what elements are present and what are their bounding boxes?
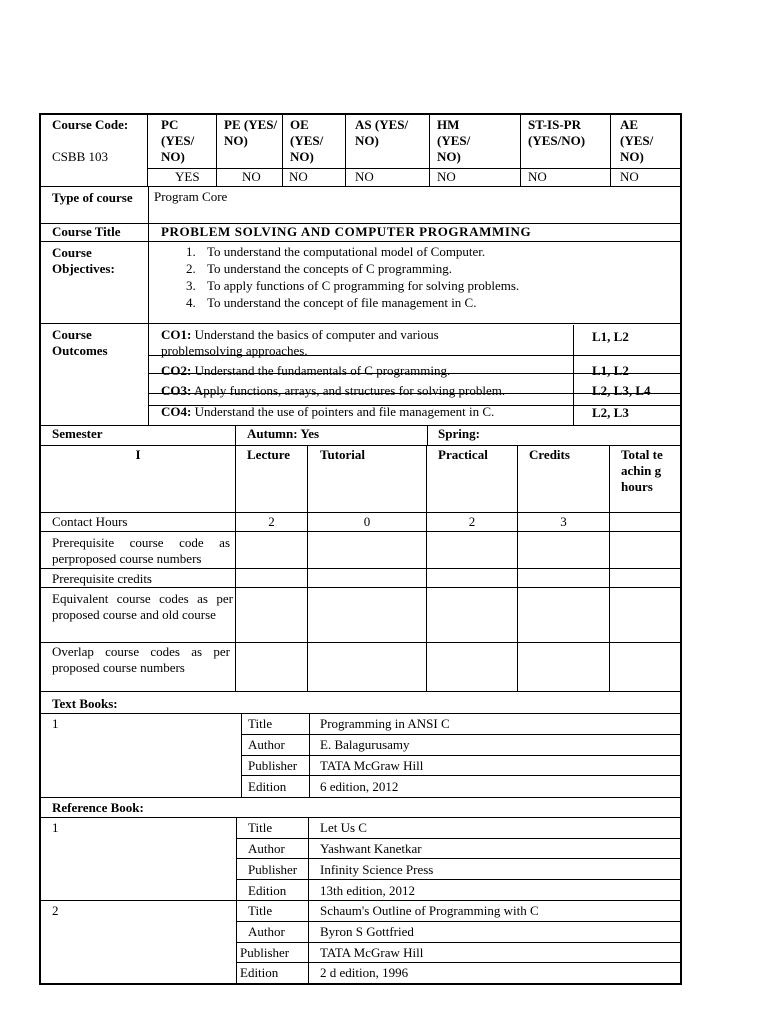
book-title-value: Programming in ANSI C: [320, 716, 450, 731]
book-publisher-value: TATA McGraw Hill: [320, 945, 424, 960]
semester-number: I: [135, 447, 141, 462]
outcome-code: CO2:: [161, 363, 192, 378]
column-header-total-teaching-hours: Total teachin g hours: [621, 447, 663, 494]
objective-item: To understand the concepts of C programming.: [207, 261, 452, 276]
outcome-co1: [161, 327, 491, 359]
outcome-co3: [161, 383, 505, 399]
list-item-number: 2.: [186, 261, 196, 276]
text-book-number: 1: [52, 716, 59, 731]
outcome-text: Understand the fundamentals of C programming.: [191, 363, 451, 378]
course-code-value: CSBB 103: [52, 149, 108, 164]
overlap-course-codes-label: Overlap course codes as per proposed course numbers: [52, 644, 230, 675]
book-title-value: Let Us C: [320, 820, 367, 835]
outcome-text: Understand the use of pointers and file management in C.: [191, 404, 495, 419]
list-item-number: 3.: [186, 278, 196, 293]
category-label-pc: PC (YES/ NO): [161, 117, 195, 164]
outcome-levels: L1, L2: [592, 329, 629, 344]
contact-hours-practical: 2: [468, 514, 476, 529]
category-label-st-is-pr: ST-IS-PR (YES/NO): [528, 117, 586, 148]
category-label-pe: PE (YES/ NO): [224, 117, 278, 148]
outcome-co4: [161, 404, 494, 420]
column-header-credits: Credits: [529, 447, 570, 462]
category-value-pe: NO: [242, 169, 261, 184]
category-value-oe: NO: [289, 169, 308, 184]
reference-books-label: Reference Book:: [52, 800, 144, 815]
contact-hours-tutorial: 0: [363, 514, 371, 529]
column-header-tutorial: Tutorial: [320, 447, 366, 462]
semester-autumn: Autumn: Yes: [247, 426, 320, 441]
book-field-label: Publisher: [248, 862, 298, 877]
category-label-ae: AE (YES/ NO): [620, 117, 654, 164]
category-value-pc: YES: [175, 169, 200, 184]
book-publisher-value: TATA McGraw Hill: [320, 758, 424, 773]
course-title-value: PROBLEM SOLVING AND COMPUTER PROGRAMMING: [161, 224, 532, 239]
book-field-label: Author: [248, 841, 285, 856]
book-field-label: Author: [248, 924, 285, 939]
course-code-label: Course Code:: [52, 117, 129, 132]
outcome-code: CO4:: [161, 404, 192, 419]
objective-item: To understand the concept of file management in C.: [207, 295, 477, 310]
column-header-practical: Practical: [438, 447, 488, 462]
category-value-st-is-pr: NO: [528, 169, 547, 184]
contact-hours-credits: 3: [560, 514, 567, 529]
reference-book-number: 1: [52, 820, 59, 835]
text-books-label: Text Books:: [52, 696, 118, 711]
outcome-code: CO3:: [161, 383, 192, 398]
outcome-co2: [161, 363, 450, 379]
book-field-label: Author: [248, 737, 285, 752]
book-title-value: Schaum's Outline of Programming with C: [320, 903, 539, 918]
semester-spring: Spring:: [438, 426, 480, 441]
contact-hours-label: Contact Hours: [52, 514, 128, 529]
objective-item: To apply functions of C programming for solving problems.: [207, 278, 520, 293]
category-label-oe: OE (YES/ NO): [290, 117, 324, 164]
category-label-as: AS (YES/ NO): [355, 117, 409, 148]
list-item-number: 4.: [186, 295, 196, 310]
book-field-label: Title: [248, 716, 273, 731]
prerequisite-credits-label: Prerequisite credits: [52, 571, 152, 586]
column-header-lecture: Lecture: [247, 447, 291, 462]
category-value-ae: NO: [620, 169, 639, 184]
outcome-code: CO1:: [161, 327, 192, 342]
outcome-text: Understand the basics of computer and various problemsolving approaches.: [161, 327, 439, 358]
book-edition-value: 2 d edition, 1996: [320, 965, 409, 980]
category-label-hm: HM (YES/ NO): [437, 117, 471, 164]
outcome-levels: L2, L3, L4: [592, 383, 651, 398]
book-field-label: Title: [248, 820, 273, 835]
book-publisher-value: Infinity Science Press: [320, 862, 434, 877]
course-objectives-label: Course Objectives:: [52, 245, 115, 276]
list-item-number: 1.: [186, 244, 196, 259]
book-field-label: Publisher: [240, 945, 290, 960]
reference-book-number: 2: [52, 903, 59, 918]
outcome-text: Apply functions, arrays, and structures for solving problem.: [191, 383, 506, 398]
book-author-value: Yashwant Kanetkar: [320, 841, 422, 856]
course-title-label: Course Title: [52, 224, 121, 239]
outcome-levels: L2, L3: [592, 405, 629, 420]
book-field-label: Publisher: [248, 758, 298, 773]
contact-hours-lecture: 2: [268, 514, 275, 529]
book-field-label: Edition: [248, 779, 287, 794]
semester-label: Semester: [52, 426, 103, 441]
book-field-label: Title: [248, 903, 273, 918]
course-outcomes-label: Course Outcomes: [52, 327, 108, 358]
outcome-levels: L1, L2: [592, 363, 629, 378]
objective-item: To understand the computational model of Computer.: [207, 244, 486, 259]
prerequisite-course-code-label: Prerequisite course code as perproposed course numbers: [52, 535, 230, 566]
equivalent-course-codes-label: Equivalent course codes as per proposed course and old course: [52, 591, 233, 622]
book-edition-value: 13th edition, 2012: [320, 883, 415, 898]
book-edition-value: 6 edition, 2012: [320, 779, 399, 794]
category-value-hm: NO: [437, 169, 456, 184]
type-of-course-label: Type of course: [52, 190, 133, 205]
course-syllabus-document: [39, 113, 682, 985]
type-of-course-value: Program Core: [154, 189, 228, 204]
category-value-as: NO: [355, 169, 374, 184]
book-author-value: Byron S Gottfried: [320, 924, 414, 939]
book-author-value: E. Balagurusamy: [320, 737, 410, 752]
book-field-label: Edition: [248, 883, 287, 898]
book-field-label: Edition: [240, 965, 279, 980]
